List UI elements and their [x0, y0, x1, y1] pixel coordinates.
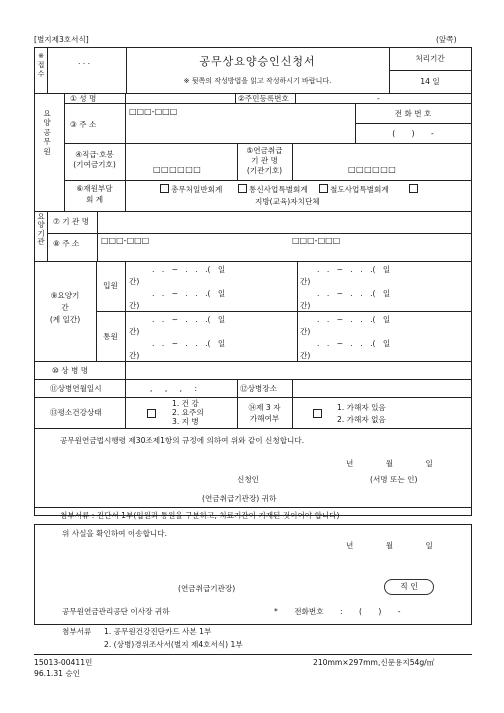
footer-approved: 96.1.31 승인 — [34, 669, 81, 678]
health-option-3: 3. 지 병 — [172, 417, 199, 426]
label-injury-date: ⑪상병연월일시 — [50, 384, 102, 393]
confirm-date: 년 월 일 — [346, 541, 433, 550]
account-option-2[interactable]: 통신사업특별회계 — [238, 184, 308, 194]
application-statement: 공무원연금법시행령 제30조제1항의 규정에 의하여 위와 같이 신청합니다. — [60, 436, 305, 445]
attachment2-item1: 1. 공무원건강진단카드 사본 1부 — [104, 627, 212, 636]
health-option-2: 2. 요주의 — [172, 408, 204, 417]
outpatient-tail-1b: 간) — [129, 351, 140, 360]
phone-format: ( ) - — [392, 129, 434, 138]
form-number: [별지제3호서식] — [34, 35, 89, 44]
page-side: (앞쪽) — [436, 35, 457, 44]
label-inpatient: 입원 — [103, 281, 118, 290]
inpatient-range-2a: . . ~ . . .( 일 — [317, 265, 391, 274]
third-party-option-2: 2. 가해자 없음 — [337, 415, 386, 424]
attachment-note: 첨부서류 : 진단서 1부(입원과 통원을 구분하고, 치료기간이 기재된 것이어야 합니다) — [60, 511, 340, 520]
form-title: 공무상요양승인신청서 — [199, 55, 316, 68]
inpatient-range-1b: . . ~ . . .( 일 — [152, 289, 226, 298]
institution-postcode-2: □□□-□□□ — [292, 236, 341, 245]
account-option-4: 지방(교육)자치단체 — [255, 197, 320, 206]
confirm-recipient: 공무원연금관리공단 이사장 귀하 — [62, 607, 170, 616]
outpatient-range-1a: . . ~ . . .( 일 — [152, 315, 226, 324]
applicant-label: 신청인 — [237, 475, 260, 484]
third-party-option-1: 1. 가해자 있음 — [337, 403, 386, 412]
instruction-note: ※ 뒷쪽의 작성방법을 읽고 작성하시기 바랍니다. — [183, 77, 332, 85]
outpatient-tail-1a: 간) — [129, 327, 140, 336]
health-checkbox[interactable] — [147, 409, 158, 419]
application-recipient: (연금취급기관장) 귀하 — [202, 494, 277, 503]
rank-code-boxes: □□□□□□ — [153, 165, 202, 174]
inpatient-range-2b: . . ~ . . .( 일 — [317, 289, 391, 298]
outpatient-range-2a: . . ~ . . .( 일 — [317, 315, 391, 324]
application-date: 년 월 일 — [346, 459, 433, 468]
official-seal: 직 인 — [384, 579, 434, 595]
confirm-phone: * 전화번호 : ( ) - — [274, 607, 401, 616]
health-option-1: 1. 건 강 — [172, 399, 199, 408]
label-disease: ⑩ 상 병 명 — [52, 366, 89, 375]
inpatient-range-1a: . . ~ . . .( 일 — [152, 265, 226, 274]
label-rrn: ②주민등록번호 — [238, 94, 289, 103]
inpatient-tail-1b: 간) — [129, 301, 140, 310]
attachment2-item2: 2. (상병)경위조사서(별지 제4호서식) 1부 — [104, 640, 243, 649]
outpatient-range-1b: . . ~ . . .( 일 — [152, 339, 226, 348]
label-institution-name: ⑦ 기 관 명 — [53, 217, 90, 226]
pension-code-boxes: □□□□□□ — [348, 165, 397, 174]
address-postcode: □□□-□□□ — [129, 107, 178, 116]
label-address: ③ 주 소 — [70, 120, 97, 129]
inpatient-tail-2a: 간) — [300, 277, 311, 286]
label-third-party: ⑭제 3 자 가해여부 — [248, 403, 281, 423]
processing-period-value: 14 일 — [420, 77, 440, 86]
attachment2-label: 첨부서류 — [62, 627, 92, 636]
account-option-4-checkbox[interactable] — [409, 184, 420, 194]
confirm-text: 위 사실을 확인하여 이송합니다. — [62, 529, 168, 538]
label-health: ⑬평소건강상태 — [50, 408, 102, 417]
label-outpatient: 통원 — [103, 332, 118, 341]
receipt-label: ※ 접 수 — [37, 52, 45, 78]
label-rank: ④직급·호봉 (기여금기호) — [73, 150, 116, 169]
label-injury-place: ⑫상병장소 — [240, 384, 277, 393]
rrn-separator: - — [377, 94, 380, 103]
confirm-org: (연금취급기관장) — [178, 584, 236, 593]
section-employee: 요 양 공 무 원 — [43, 109, 51, 156]
account-option-1[interactable]: 총무처일반회계 — [160, 184, 222, 194]
applicant-sign: (서명 또는 인) — [370, 475, 418, 484]
receipt-dots: . . . — [78, 57, 91, 66]
footer-code: 15013-00411민 — [34, 658, 93, 667]
injury-date-format: , , , : — [150, 384, 198, 393]
outpatient-tail-2b: 간) — [300, 351, 311, 360]
label-name: ① 성 명 — [70, 94, 97, 103]
third-party-checkbox[interactable] — [313, 409, 324, 419]
account-option-3[interactable]: 철도사업특별회계 — [319, 184, 389, 194]
processing-period-label: 처리기간 — [415, 54, 445, 63]
label-account: ⑥재원부담 회 계 — [76, 184, 113, 204]
outpatient-range-2b: . . ~ . . .( 일 — [317, 339, 391, 348]
section-institution: 요 양 기 관 — [37, 212, 45, 247]
label-phone: 전 화 번 호 — [394, 109, 432, 118]
footer-paper: 210mm×297mm,신문용지54g/㎡ — [313, 658, 435, 667]
label-period: ⑨요양기 간 (계 일간) — [49, 291, 81, 325]
outpatient-tail-2a: 간) — [300, 327, 311, 336]
inpatient-tail-1a: 간) — [129, 277, 140, 286]
institution-postcode-1: □□□-□□□ — [101, 236, 150, 245]
inpatient-tail-2b: 간) — [300, 301, 311, 310]
label-pension-org: ⑤연금취급 기 관 명 (기관기호) — [246, 146, 283, 175]
label-institution-address: ⑧ 주 소 — [53, 239, 80, 248]
